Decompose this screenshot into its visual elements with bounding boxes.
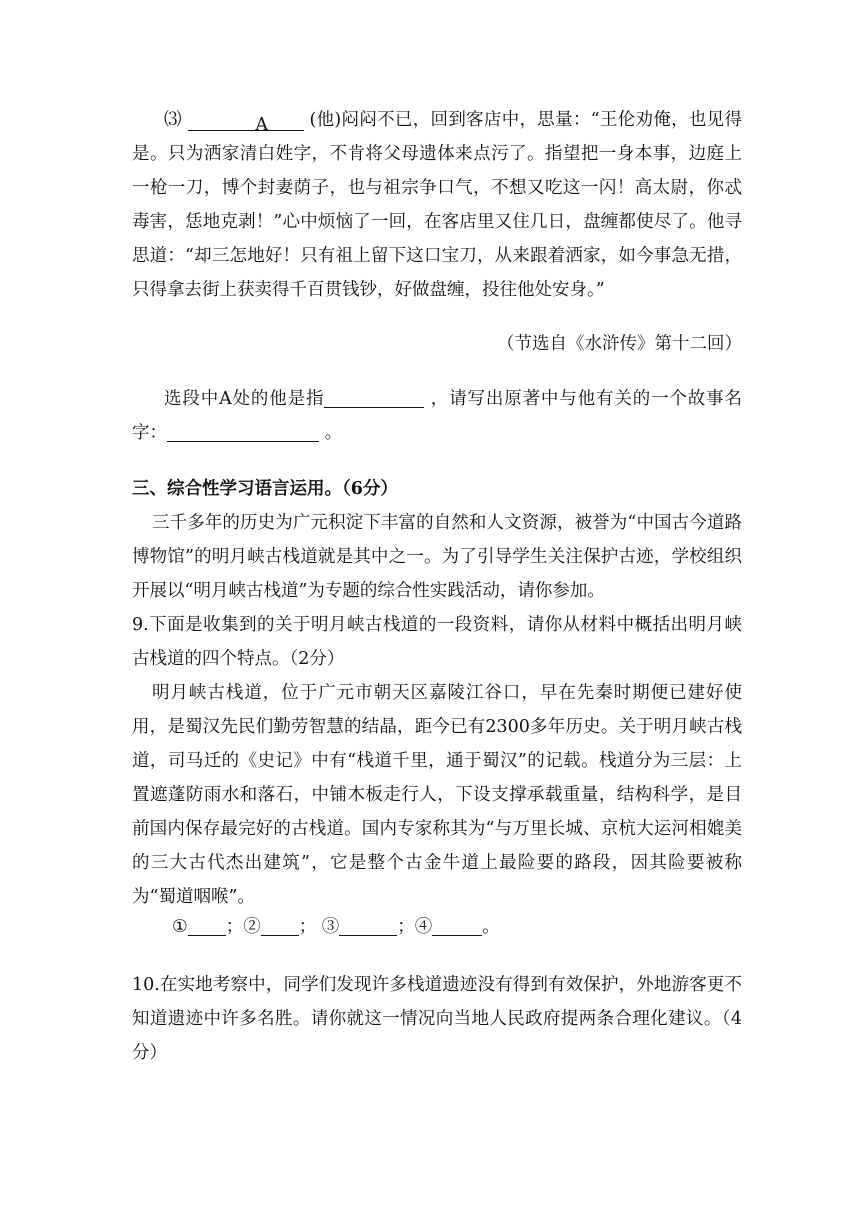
passage-marker: ⑶ [164, 110, 182, 130]
section-heading: 三、综合性学习语言运用。（6分） [132, 479, 398, 499]
answer-marker-2: ；② [225, 917, 261, 937]
answer-marker-4: ；④ [397, 917, 433, 937]
question-9-material: 明月峡古栈道，位于广元市朝天区嘉陵江谷口，早在先秦时期便已建好使用，是蜀汉先民们勤劳智慧的结晶，距今已有2300多年历史。关于明月峡古栈道，司马迁的《史记》中有“栈道千里，通于蜀汉”的记载。栈道分为三层：上置遮蓬防雨水和落石，中铺木板走行人，下设支撑承载重量，结构科学，是目前国内保存最完好的古栈道。国内专家称其为“与万里长城、京杭大运河相媲美的三大古代杰出建筑”，它是整个古金牛道上最险要的路段，因其险要被称为“蜀道咽喉”。 [132, 683, 742, 907]
answer-separator: ； [298, 917, 317, 937]
question-9-prompt: 9.下面是收集到的关于明月峡古栈道的一段资料，请你从材料中概括出明月峡古栈道的四个特点。（2分） [132, 615, 742, 669]
answer-blank-2[interactable] [261, 915, 299, 936]
answer-blank-4[interactable] [432, 915, 482, 936]
question-a-part2: ，请写出原著中与他有关的一个故事名字 [132, 389, 742, 443]
passage-text: (他)闷闷不已，回到客店中，思量：“王伦劝俺，也见得是。只为洒家清白姓字，不肯将父母遗体来点污了。指望把一身本事，边庭上一枪一刀，博个封妻荫子，也与祖宗争口气，不想又吃这一闪！高太尉，你忒毒害，恁地克剥！”心中烦恼了一回，在客店里又住几日，盘缠都使尽了。他寻思道：“却三怎地好！只有祖上留下这口宝刀，从来跟着洒家，如今事急无措，只得拿去街上获卖得千百贯钱钞，好做盘缠，投往他处安身。” [132, 110, 742, 300]
question-a-colon: ： [149, 423, 167, 443]
answer-blank-1[interactable] [188, 915, 226, 936]
section-intro: 三千多年的历史为广元积淀下丰富的自然和人文资源，被誉为“中国古今道路博物馆”的明月峡古栈道就是其中之一。为了引导学生关注保护古迹，学校组织开展以“明月峡古栈道”为专题的综合性实践活动，请你参加。 [132, 513, 742, 601]
question-a-part1: 选段中A处的他是指 [164, 389, 325, 409]
question-a-end: 。 [324, 423, 343, 443]
question-9-answers [132, 910, 742, 944]
question-10-prompt: 10.在实地考察中，同学们发现许多栈道遗迹没有得到有效保护，外地游客更不知道遗迹中许多名胜。请你就这一情况向当地人民政府提两条合理化建议。（4分） [132, 975, 742, 1063]
passage-paragraph [132, 103, 742, 307]
answer-blank-story[interactable] [167, 421, 319, 442]
blank-letter: A [255, 115, 268, 135]
answer-marker-1: ① [172, 917, 188, 937]
answer-blank-3[interactable] [339, 915, 397, 936]
answer-end: 。 [482, 917, 500, 937]
answer-blank-who[interactable] [324, 387, 424, 408]
source-note: （节选自《水浒传》第十二回） [497, 334, 742, 354]
question-a [132, 382, 742, 450]
blank-a [188, 108, 304, 135]
answer-marker-3: ③ [321, 917, 340, 937]
